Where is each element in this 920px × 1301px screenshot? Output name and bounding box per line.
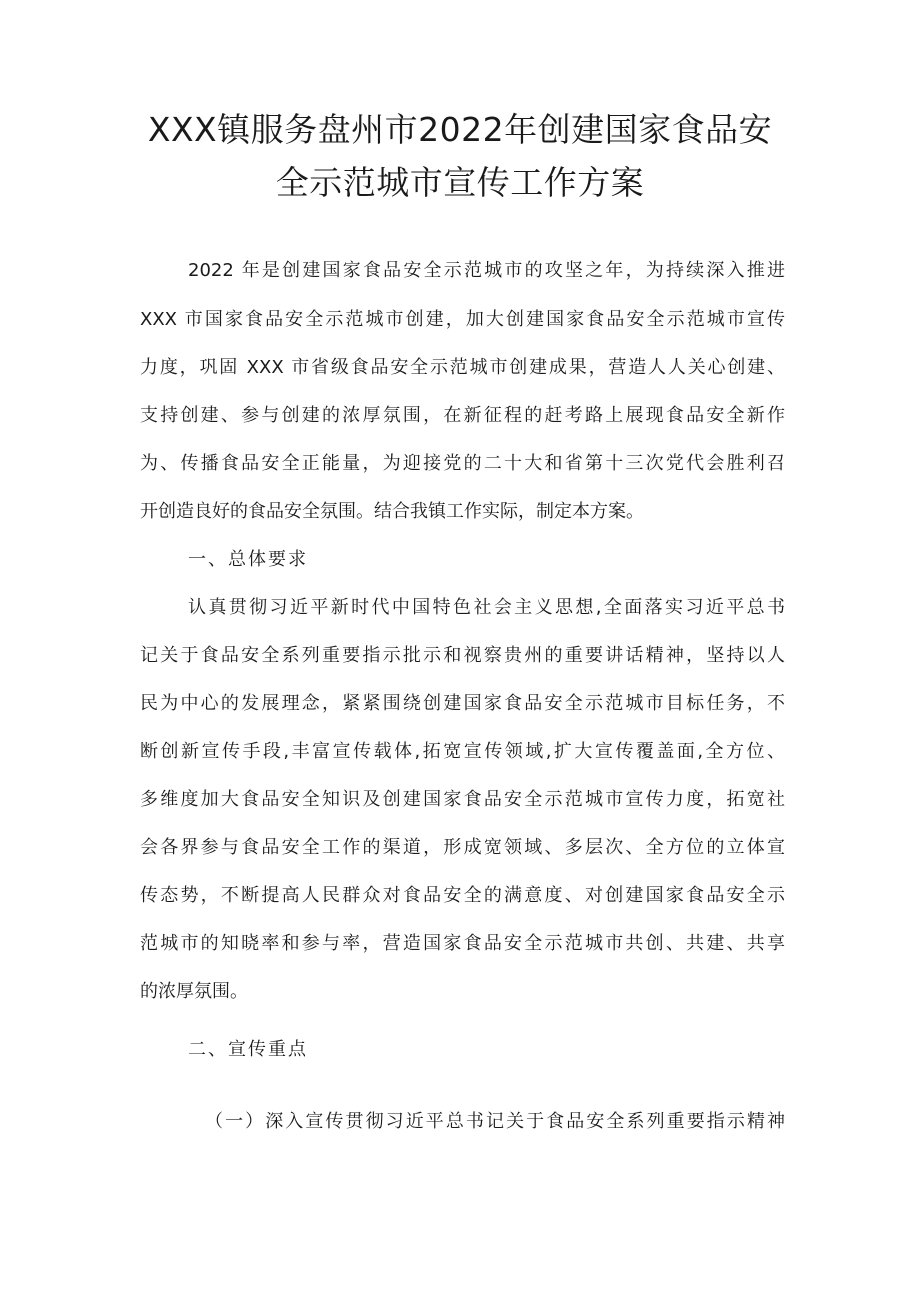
document-title: [120, 103, 800, 209]
title-line-1: XXX镇服务盘州市2022年创建国家食品安: [147, 110, 773, 149]
paragraph-2-line-1: 认真贯彻习近平新时代中国特色社会主义思想,全面落实习近平总书: [188, 597, 785, 618]
paragraph-2-line-2: 记关于食品安全系列重要指示批示和视察贵州的重要讲话精神，坚持以人: [140, 645, 785, 666]
paragraph-2-line-9: 的浓厚氛围。: [140, 981, 248, 1002]
paragraph-2-line-3: 民为中心的发展理念，紧紧围绕创建国家食品安全示范城市目标任务，不: [140, 693, 785, 714]
paragraph-1-line-3: 力度，巩固 XXX 市省级食品安全示范城市创建成果，营造人人关心创建、: [140, 357, 785, 378]
section-1-heading: 一、总体要求: [188, 549, 308, 570]
subsection-1-heading: （一）深入宣传贯彻习近平总书记关于食品安全系列重要指示精神: [205, 1111, 785, 1132]
paragraph-1-line-1: 2022 年是创建国家食品安全示范城市的攻坚之年，为持续深入推进: [188, 260, 785, 281]
paragraph-2-line-8: 范城市的知晓率和参与率，营造国家食品安全示范城市共创、共建、共享: [140, 933, 785, 954]
paragraph-1-line-2: XXX 市国家食品安全示范城市创建，加大创建国家食品安全示范城市宣传: [140, 309, 785, 330]
paragraph-2-line-5: 多维度加大食品安全知识及创建国家食品安全示范城市宣传力度，拓宽社: [140, 789, 785, 810]
paragraph-2-line-7: 传态势，不断提高人民群众对食品安全的满意度、对创建国家食品安全示: [140, 885, 785, 906]
paragraph-2-line-6: 会各界参与食品安全工作的渠道，形成宽领域、多层次、全方位的立体宣: [140, 837, 785, 858]
paragraph-1-line-6: 开创造良好的食品安全氛围。结合我镇工作实际，制定本方案。: [140, 501, 644, 522]
title-line-2: 全示范城市宣传工作方案: [275, 163, 645, 202]
paragraph-1-line-4: 支持创建、参与创建的浓厚氛围，在新征程的赶考路上展现食品安全新作: [140, 405, 785, 426]
paragraph-1-line-5: 为、传播食品安全正能量，为迎接党的二十大和省第十三次党代会胜利召: [140, 453, 785, 474]
paragraph-2-line-4: 断创新宣传手段,丰富宣传载体,拓宽宣传领域,扩大宣传覆盖面,全方位、: [140, 741, 785, 762]
section-2-heading: 二、宣传重点: [188, 1039, 308, 1060]
